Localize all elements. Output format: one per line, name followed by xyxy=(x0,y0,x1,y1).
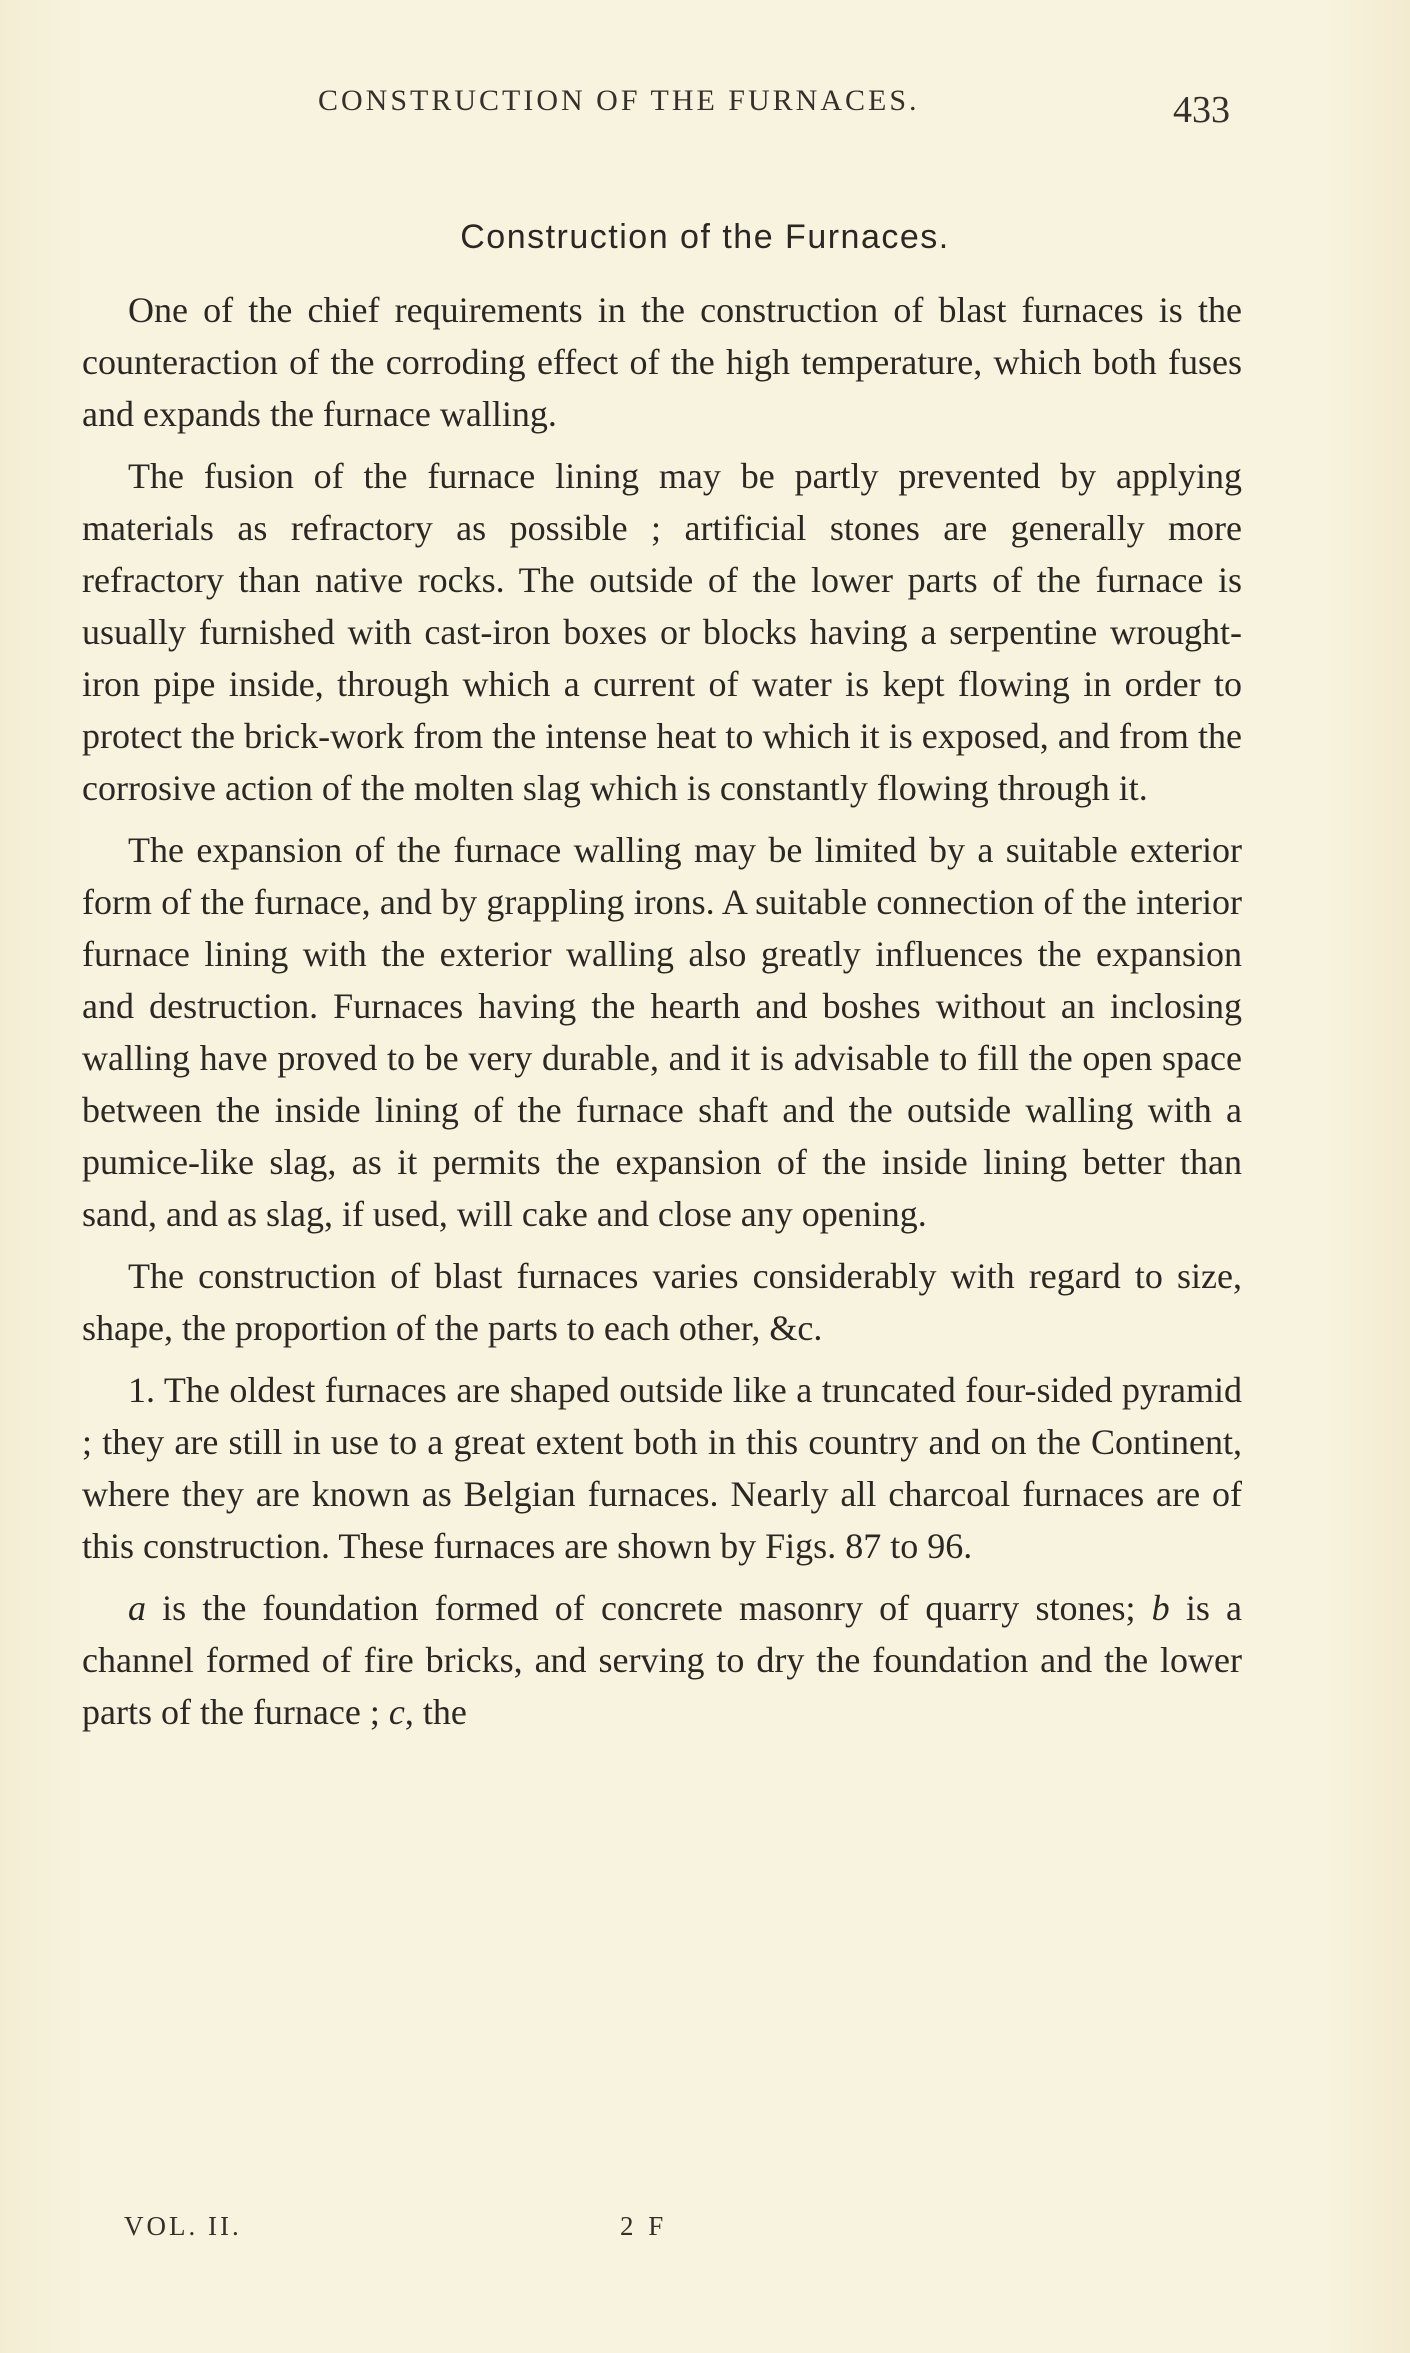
paragraph-2: The fusion of the furnace lining may be partly prevented by applying materials as refractory as possible ; artificial stones are generally more refractory than native rocks. The outside of the lower parts of the furnace is usually furnished with cast-iron boxes or blocks having a serpentine wrought-iron pipe inside, through which a current of water is kept flowing in order to protect the brick-work from the intense heat to which it is exposed, and from the corrosive action of the molten slag which is constantly flowing through it. xyxy=(82,456,1242,808)
body-text xyxy=(82,284,1242,1746)
paragraph-1: One of the chief requirements in the construction of blast furnaces is the counteraction of the corroding effect of the high temperature, which both fuses and expands the furnace walling. xyxy=(82,290,1242,434)
page-number: 433 xyxy=(1173,89,1230,131)
paragraph-6 xyxy=(82,1582,1242,1738)
paragraph-6-part-a: is the foundation formed of concrete masonry of quarry stones; xyxy=(146,1588,1152,1628)
section-title: Construction of the Furnaces. xyxy=(460,218,950,256)
label-c: c xyxy=(388,1692,405,1732)
label-b: b xyxy=(1151,1588,1170,1628)
paragraph-6-part-c: , the xyxy=(404,1692,467,1732)
running-head: CONSTRUCTION OF THE FURNACES. xyxy=(318,84,920,117)
paragraph-5: 1. The oldest furnaces are shaped outside like a truncated four-sided pyramid ; they are still in use to a great extent both in this country and on the Continent, where they are known as Belgian furnaces. Nearly all charcoal furnaces are of this construction. These furnaces are shown by Figs. 87 to 96. xyxy=(82,1370,1242,1566)
paragraph-3: The expansion of the furnace walling may be limited by a suitable exterior form of the furnace, and by grappling irons. A suitable connection of the interior furnace lining with the exterior walling also greatly influences the expansion and destruction. Furnaces having the hearth and boshes without an inclosing walling have proved to be very durable, and it is advisable to fill the open space between the inside lining of the furnace shaft and the outside walling with a pumice-like slag, as it permits the expansion of the inside lining better than sand, and as slag, if used, will cake and close any opening. xyxy=(82,830,1242,1234)
label-a: a xyxy=(128,1588,146,1628)
footer-signature: 2 F xyxy=(620,2211,668,2241)
paragraph-4: The construction of blast furnaces varies considerably with regard to size, shape, the proportion of the parts to each other, &c. xyxy=(82,1256,1242,1348)
paragraph-6-part-b: is a channel formed of fire bricks, and serving to dry the foundation and the lower parts of the furnace ; xyxy=(82,1588,1242,1732)
footer-volume: VOL. II. xyxy=(124,2211,242,2241)
